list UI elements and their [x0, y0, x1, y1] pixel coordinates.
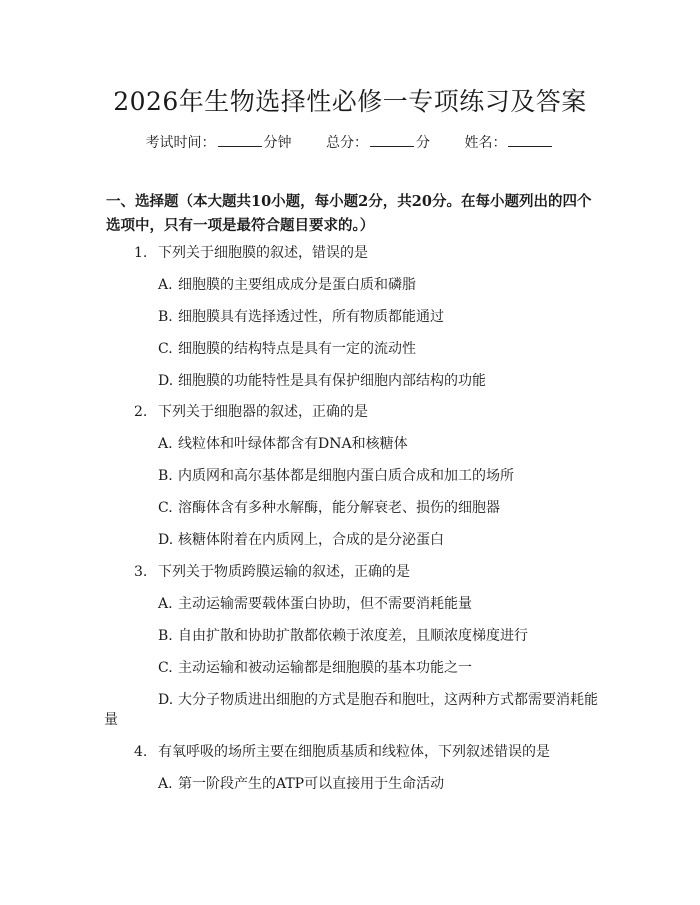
- option-text: 细胞膜的结构特点是具有一定的流动性: [178, 341, 416, 357]
- option-text: 细胞膜具有选择透过性，所有物质都能通过: [178, 309, 444, 325]
- question-2: [134, 402, 368, 422]
- student-name-label: 姓名：: [464, 135, 507, 151]
- option-letter: A.: [158, 776, 173, 792]
- option-letter: D.: [158, 373, 174, 389]
- exam-info: [0, 132, 700, 152]
- option-letter: B.: [158, 468, 173, 484]
- option-text: 第一阶段产生的ATP可以直接用于生命活动: [178, 776, 445, 792]
- question-text: 下列关于细胞膜的叙述，错误的是: [158, 245, 368, 261]
- exam-time: [146, 135, 292, 151]
- q3-option-b: [158, 626, 528, 646]
- option-letter: A.: [158, 596, 173, 612]
- exam-time-blank: [218, 134, 262, 147]
- question-text: 下列关于细胞器的叙述，正确的是: [158, 404, 368, 420]
- exam-time-unit: 分钟: [263, 135, 292, 151]
- q2-option-b: [158, 466, 514, 486]
- q2-option-a: [158, 434, 408, 454]
- option-letter: D.: [158, 692, 174, 708]
- option-letter: B.: [158, 309, 173, 325]
- q1-option-a: [158, 275, 416, 295]
- question-1: [134, 243, 368, 263]
- option-text: 线粒体和叶绿体都含有DNA和核糖体: [178, 436, 408, 452]
- option-text: 细胞膜的功能特性是具有保护细胞内部结构的功能: [178, 373, 486, 389]
- q3-option-a: [158, 594, 472, 614]
- q3-option-d: [158, 690, 598, 710]
- option-text: 自由扩散和协助扩散都依赖于浓度差，且顺浓度梯度进行: [178, 628, 528, 644]
- question-text: 有氧呼吸的场所主要在细胞质基质和线粒体，下列叙述错误的是: [158, 744, 550, 760]
- question-number: 2.: [134, 404, 148, 420]
- option-text: 核糖体附着在内质网上，合成的是分泌蛋白: [178, 532, 444, 548]
- total-score: [326, 135, 430, 151]
- question-number: 4.: [134, 744, 148, 760]
- q1-option-d: [158, 371, 486, 391]
- option-letter: A.: [158, 436, 173, 452]
- option-letter: D.: [158, 532, 174, 548]
- student-name: [464, 135, 554, 151]
- q3-option-d-continuation: 量: [104, 712, 118, 728]
- total-score-blank: [370, 134, 414, 147]
- q3-option-c: [158, 658, 472, 678]
- q2-option-d: [158, 530, 444, 550]
- q1-option-b: [158, 307, 444, 327]
- option-letter: C.: [158, 341, 173, 357]
- option-text: 内质网和高尔基体都是细胞内蛋白质合成和加工的场所: [178, 468, 514, 484]
- option-letter: C.: [158, 500, 173, 516]
- section-heading: 一、选择题（本大题共10小题，每小题2分，共20分。在每小题列出的四个选项中，只有一项是最符合题目要求的。）: [106, 193, 592, 234]
- option-letter: B.: [158, 628, 173, 644]
- option-letter: A.: [158, 277, 173, 293]
- student-name-blank: [508, 134, 552, 147]
- q1-option-c: [158, 339, 416, 359]
- question-text: 下列关于物质跨膜运输的叙述，正确的是: [158, 564, 410, 580]
- option-text: 主动运输和被动运输都是细胞膜的基本功能之一: [178, 660, 472, 676]
- option-letter: C.: [158, 660, 173, 676]
- exam-time-label: 考试时间：: [145, 135, 216, 151]
- total-score-unit: 分: [416, 135, 430, 151]
- option-text: 主动运输需要载体蛋白协助，但不需要消耗能量: [178, 596, 472, 612]
- q2-option-c: [158, 498, 500, 518]
- question-4: [134, 742, 550, 762]
- option-text: 溶酶体含有多种水解酶，能分解衰老、损伤的细胞器: [178, 500, 500, 516]
- question-number: 1.: [134, 245, 148, 261]
- option-text: 大分子物质进出细胞的方式是胞吞和胞吐，这两种方式都需要消耗能: [178, 692, 598, 708]
- q4-option-a: [158, 774, 444, 794]
- document-title: 2026年生物选择性必修一专项练习及答案: [113, 87, 587, 116]
- question-3: [134, 562, 410, 582]
- option-text: 细胞膜的主要组成成分是蛋白质和磷脂: [178, 277, 416, 293]
- question-number: 3.: [134, 564, 148, 580]
- total-score-label: 总分：: [326, 135, 368, 151]
